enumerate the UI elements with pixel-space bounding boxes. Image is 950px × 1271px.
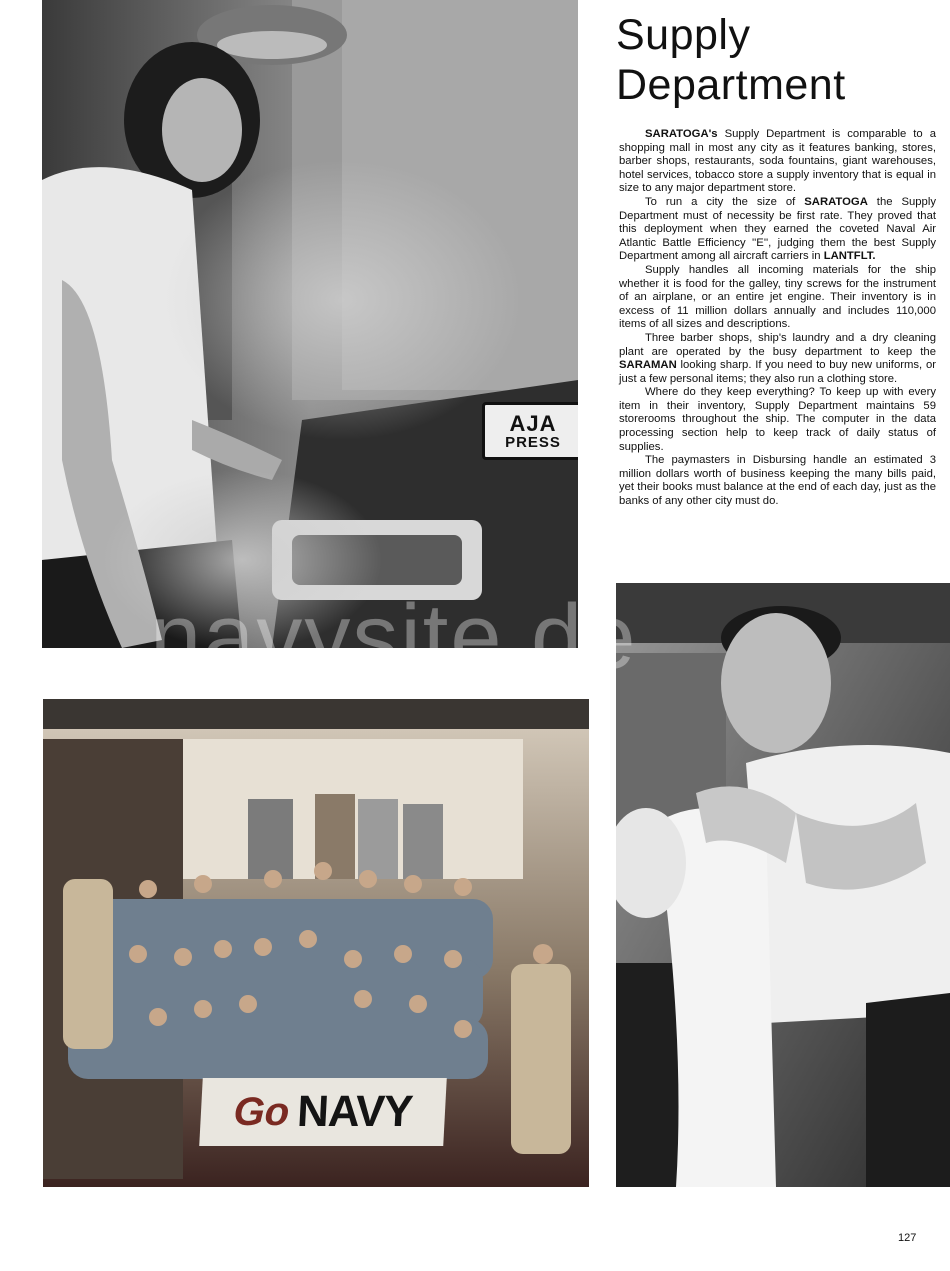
page-title xyxy=(616,10,936,110)
article-body xyxy=(619,128,936,509)
article-emphasis: SARAMAN xyxy=(619,359,677,372)
photo-group-portrait xyxy=(43,699,589,1187)
article-text: The paymasters in Disbursing handle an estimated 3 million dollars worth of business keeping the many bills paid, yet their books must balance at the end of each day, just as the banks of any other city must do. xyxy=(619,454,936,508)
article-emphasis: SARATOGA's xyxy=(645,128,718,140)
go-navy-banner xyxy=(199,1078,447,1146)
article-paragraph xyxy=(619,196,936,264)
article-paragraph xyxy=(619,454,936,508)
article-emphasis: SARATOGA xyxy=(804,195,868,208)
article-emphasis: LANTFLT. xyxy=(823,250,876,263)
photo-laundry-worker xyxy=(616,583,950,1187)
banner-navy-text: NAVY xyxy=(296,1087,414,1136)
page-title-line1: Supply xyxy=(616,11,751,59)
article-paragraph xyxy=(619,128,936,196)
article-paragraph xyxy=(619,332,936,386)
article-text: the Supply Department must of necessity be first rate. They proved that this deployment when they earned the coveted Naval Air Atlantic Battle Efficiency ''E'', judging them the best Supply Department among all aircraft carriers in xyxy=(619,195,936,263)
banner-go-text: Go xyxy=(232,1089,291,1134)
press-sign xyxy=(482,402,578,460)
photo-press-operator-image xyxy=(42,0,578,648)
article-text: Where do they keep everything? To keep up with every item in their inventory, Supply Department maintains 59 storerooms throughout the ship. The computer in the data processing section help to keep track of daily status of supplies. xyxy=(619,386,936,453)
watermark-text: navysite.de xyxy=(150,586,638,688)
article-paragraph xyxy=(619,386,936,454)
article-text: looking sharp. If you need to buy new uniforms, or just a few personal items; they also run a clothing store. xyxy=(619,359,936,385)
article-paragraph xyxy=(619,264,936,332)
page-number: 127 xyxy=(898,1232,917,1244)
article-text: Supply Department is comparable to a shopping mall in most any city as it features banking, stores, barber shops, restaurants, soda fountains, giant warehouses, hotel services, tobacco store a supply inventory that is equal in size to any major department store. xyxy=(619,128,936,195)
article-text: To run a city the size of xyxy=(645,195,805,208)
press-sign-line1: AJA xyxy=(509,410,557,436)
article-text: Supply handles all incoming materials for the ship whether it is food for the galley, tiny screws for the instrument of an airplane, or an entire jet engine. Their inventory is in excess of 11 million dollars annually and includes 110,000 items of all sizes and descriptions. xyxy=(619,263,936,331)
press-sign-line2: PRESS xyxy=(505,433,561,451)
photo-press-operator xyxy=(42,0,578,648)
article-text: Three barber shops, ship's laundry and a dry cleaning plant are operated by the busy department to keep the xyxy=(619,331,936,358)
photo-laundry-worker-image xyxy=(616,583,950,1187)
page-title-line2: Department xyxy=(616,61,846,109)
